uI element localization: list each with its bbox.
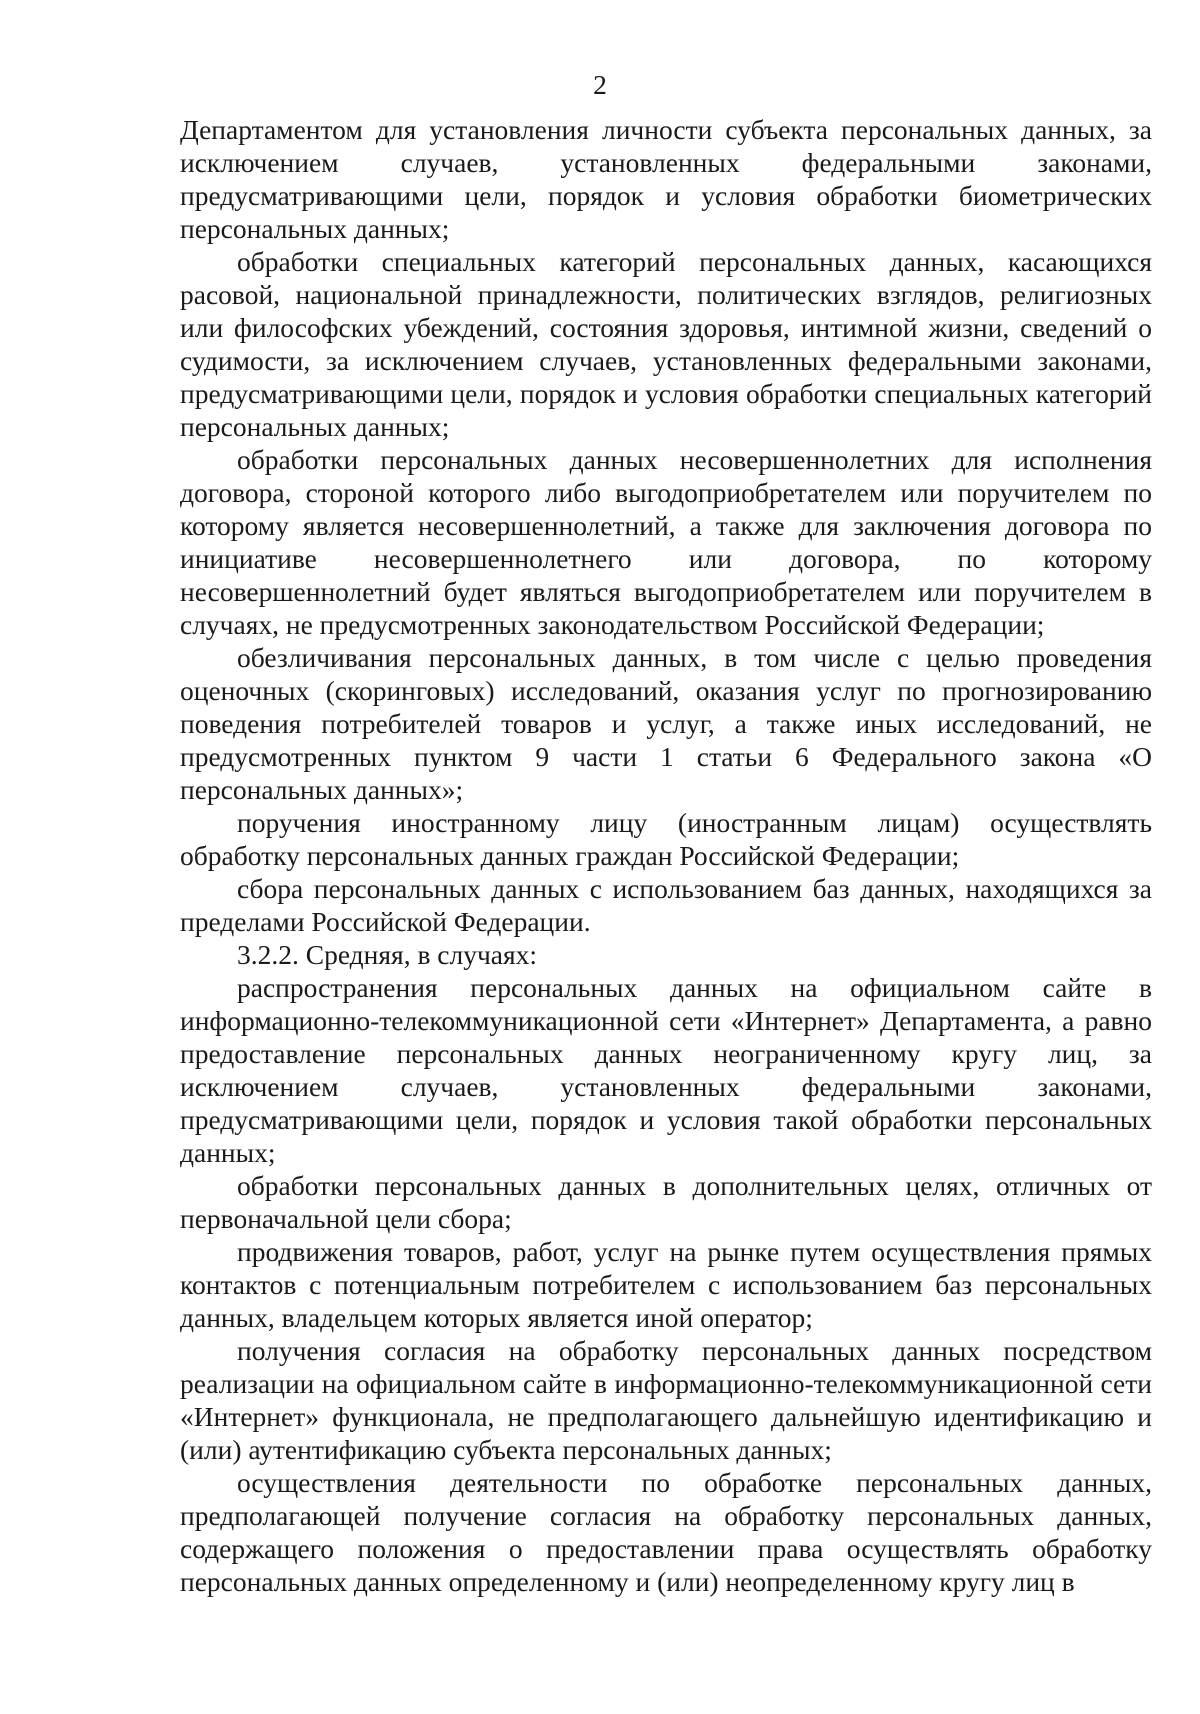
paragraph: обработки персональных данных несовершеннолетних для исполнения договора, стороной которого либо выгодоприобретателем или поручителем по которому является несовершеннолетний, а также для заключения договора по инициативе несовершеннолетнего или договора, по которому несовершеннолетний будет являться выгодоприобретателем или поручителем в случаях, не предусмотренных законодательством Российской Федерации;: [180, 444, 1152, 640]
paragraph: обезличивания персональных данных, в том числе с целью проведения оценочных (скоринговых) исследований, оказания услуг по прогнозированию поведения потребителей товаров и услуг, а также иных исследований, не предусмотренных пунктом 9 части 1 статьи 6 Федерального закона «О персональных данных»;: [180, 642, 1152, 805]
paragraph: обработки персональных данных в дополнительных целях, отличных от первоначальной цели сбора;: [180, 1170, 1152, 1234]
document-body: [180, 113, 1152, 1598]
paragraph: Департаментом для установления личности субъекта персональных данных, за исключением случаев, установленных федеральными законами, предусматривающими цели, порядок и условия обработки биометрических персональных данных;: [180, 114, 1152, 244]
page-number: 2: [593, 69, 607, 100]
section-heading: 3.2.2. Средняя, в случаях:: [237, 939, 538, 970]
paragraph: получения согласия на обработку персональных данных посредством реализации на официальном сайте в информационно-телекоммуникационной сети «Интернет» функционала, не предполагающего дальнейшую идентификацию и (или) аутентификацию субъекта персональных данных;: [180, 1335, 1152, 1465]
paragraph: сбора персональных данных с использованием баз данных, находящихся за пределами Российской Федерации.: [180, 873, 1152, 937]
paragraph: поручения иностранному лицу (иностранным лицам) осуществлять обработку персональных данных граждан Российской Федерации;: [180, 807, 1152, 871]
paragraph: распространения персональных данных на официальном сайте в информационно-телекоммуникационной сети «Интернет» Департамента, а равно предоставление персональных данных неограниченному кругу лиц, за исключением случаев, установленных федеральными законами, предусматривающими цели, порядок и условия такой обработки персональных данных;: [180, 972, 1152, 1168]
paragraph: осуществления деятельности по обработке персональных данных, предполагающей получение согласия на обработку персональных данных, содержащего положения о предоставлении права осуществлять обработку персональных данных определенному и (или) неопределенному кругу лиц в: [180, 1467, 1152, 1597]
paragraph: продвижения товаров, работ, услуг на рынке путем осуществления прямых контактов с потенциальным потребителем с использованием баз персональных данных, владельцем которых является иной оператор;: [180, 1236, 1152, 1333]
paragraph: обработки специальных категорий персональных данных, касающихся расовой, национальной принадлежности, политических взглядов, религиозных или философских убеждений, состояния здоровья, интимной жизни, сведений о судимости, за исключением случаев, установленных федеральными законами, предусматривающими цели, порядок и условия обработки специальных категорий персональных данных;: [180, 246, 1152, 442]
